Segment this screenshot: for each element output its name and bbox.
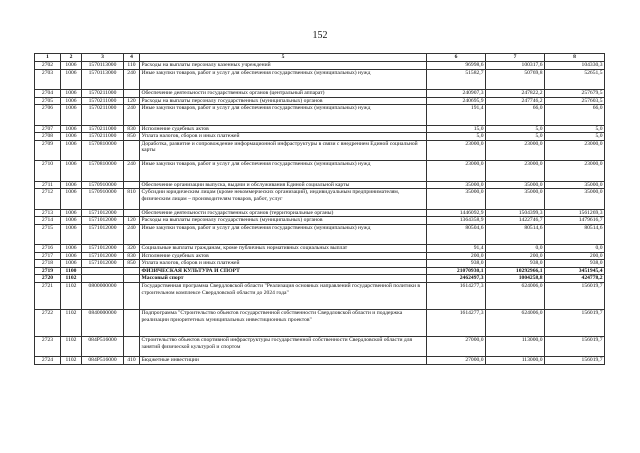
column-header: 7 (486, 54, 545, 62)
expense-type-cell (124, 337, 140, 357)
section-cell: 1006 (61, 189, 82, 209)
amount-year1-cell: 5,0 (427, 133, 486, 141)
target-article-cell: 1571012000 (82, 224, 124, 244)
amount-year2-cell: 23000,0 (486, 140, 545, 160)
description-cell: Бюджетные инвестиции (140, 357, 427, 365)
row-number-cell: 2722 (35, 310, 61, 337)
section-cell: 1006 (61, 245, 82, 253)
expense-type-cell: 240 (124, 224, 140, 244)
row-number-cell: 2714 (35, 217, 61, 225)
description-cell: Уплата налогов, сборов и иных платежей (140, 260, 427, 268)
table-row (35, 209, 605, 217)
row-number-cell: 2720 (35, 275, 61, 283)
table-body (35, 62, 605, 365)
amount-year1-cell: 1614277,3 (427, 283, 486, 310)
table-row (35, 267, 605, 275)
expense-type-cell: 850 (124, 260, 140, 268)
target-article-cell: 0800000000 (82, 283, 124, 310)
amount-year2-cell: 200,0 (486, 252, 545, 260)
row-number-cell: 2709 (35, 140, 61, 160)
amount-year3-cell: 156019,7 (545, 283, 605, 310)
section-cell: 1102 (61, 310, 82, 337)
amount-year1-cell: 200,0 (427, 252, 486, 260)
description-cell: Подпрограмма "Строительство объектов государственной собственности Свердловской области и поддержка реализации приоритетных муниципальных инвестиционных проектов" (140, 310, 427, 337)
table-row (35, 89, 605, 97)
amount-year1-cell: 23000,0 (427, 140, 486, 160)
description-cell: Исполнение судебных актов (140, 252, 427, 260)
section-cell: 1006 (61, 89, 82, 97)
expense-type-cell: 850 (124, 133, 140, 141)
row-number-cell: 2717 (35, 252, 61, 260)
row-number-cell: 2724 (35, 357, 61, 365)
section-cell: 1006 (61, 217, 82, 225)
column-header: 8 (545, 54, 605, 62)
row-number-cell: 2723 (35, 337, 61, 357)
section-cell: 1006 (61, 105, 82, 125)
description-cell: ФИЗИЧЕСКАЯ КУЛЬТУРА И СПОРТ (140, 267, 427, 275)
amount-year3-cell: 1479616,7 (545, 217, 605, 225)
amount-year3-cell: 156019,7 (545, 310, 605, 337)
amount-year3-cell: 200,0 (545, 252, 605, 260)
expense-type-cell (124, 275, 140, 283)
table-row (35, 133, 605, 141)
description-cell: Расходы на выплаты персоналу государственных (муниципальных) органов (140, 97, 427, 105)
description-cell: Расходы на выплаты персоналу казенных учреждений (140, 62, 427, 70)
row-number-cell: 2713 (35, 209, 61, 217)
section-cell: 1102 (61, 337, 82, 357)
target-article-cell: 1570211000 (82, 105, 124, 125)
target-article-cell: 1570211000 (82, 89, 124, 97)
expense-type-cell (124, 267, 140, 275)
table-row (35, 181, 605, 189)
expense-type-cell: 240 (124, 161, 140, 181)
target-article-cell: 1571012000 (82, 217, 124, 225)
row-number-cell: 2721 (35, 283, 61, 310)
amount-year2-cell: 100317,6 (486, 62, 545, 70)
amount-year2-cell: 624006,0 (486, 310, 545, 337)
section-cell: 1102 (61, 357, 82, 365)
target-article-cell: 084Р516000 (82, 357, 124, 365)
row-number-cell: 2708 (35, 133, 61, 141)
description-cell: Субсидии юридическим лицам (кроме некоммерческих организаций), индивидуальным предпринимателям, физическим лицам – производителям товаров, работ, услуг (140, 189, 427, 209)
row-number-cell: 2711 (35, 181, 61, 189)
row-number-cell: 2712 (35, 189, 61, 209)
amount-year2-cell: 10292966,1 (486, 267, 545, 275)
section-cell: 1006 (61, 97, 82, 105)
column-header: 6 (427, 54, 486, 62)
column-header: 4 (124, 54, 140, 62)
row-number-cell: 2719 (35, 267, 61, 275)
table-row (35, 275, 605, 283)
expense-type-cell (124, 140, 140, 160)
budget-table (34, 53, 605, 365)
expense-type-cell: 240 (124, 105, 140, 125)
amount-year3-cell: 424778,2 (545, 275, 605, 283)
section-cell: 1006 (61, 133, 82, 141)
amount-year2-cell: 1004258,8 (486, 275, 545, 283)
amount-year2-cell: 5,0 (486, 133, 545, 141)
amount-year1-cell: 27000,0 (427, 357, 486, 365)
amount-year3-cell: 66,0 (545, 105, 605, 125)
amount-year1-cell: 240907,3 (427, 89, 486, 97)
target-article-cell (82, 267, 124, 275)
table-row (35, 224, 605, 244)
target-article-cell: 1570113000 (82, 69, 124, 89)
row-number-cell: 2710 (35, 161, 61, 181)
target-article-cell (82, 275, 124, 283)
description-cell: Обеспечение организации выпуска, выдачи и обслуживания Единой социальной карты (140, 181, 427, 189)
target-article-cell: 1570910000 (82, 189, 124, 209)
target-article-cell: 1571012000 (82, 209, 124, 217)
section-cell: 1006 (61, 224, 82, 244)
row-number-cell: 2703 (35, 69, 61, 89)
amount-year1-cell: 35000,0 (427, 189, 486, 209)
amount-year3-cell: 23000,0 (545, 161, 605, 181)
column-header: 3 (82, 54, 124, 62)
description-cell: Массовый спорт (140, 275, 427, 283)
description-cell: Уплата налогов, сборов и иных платежей (140, 133, 427, 141)
row-number-cell: 2705 (35, 97, 61, 105)
section-cell: 1006 (61, 161, 82, 181)
table-row (35, 189, 605, 209)
description-cell: Исполнение судебных актов (140, 125, 427, 133)
amount-year3-cell: 938,0 (545, 260, 605, 268)
amount-year3-cell: 35000,0 (545, 189, 605, 209)
section-cell: 1006 (61, 69, 82, 89)
column-header: 2 (61, 54, 82, 62)
expense-type-cell (124, 283, 140, 310)
section-cell: 1100 (61, 267, 82, 275)
expense-type-cell (124, 89, 140, 97)
description-cell: Строительство объектов спортивной инфраструктуры государственной собственности Свердловской области для занятий физической культурой и спортом (140, 337, 427, 357)
amount-year1-cell: 23000,0 (427, 161, 486, 181)
amount-year2-cell: 1504399,3 (486, 209, 545, 217)
expense-type-cell: 240 (124, 69, 140, 89)
table-row (35, 125, 605, 133)
description-cell: Иные закупки товаров, работ и услуг для обеспечения государственных (муниципальных) нужд (140, 69, 427, 89)
amount-year3-cell: 257679,5 (545, 89, 605, 97)
row-number-cell: 2707 (35, 125, 61, 133)
page-number: 152 (312, 30, 328, 41)
row-number-cell: 2706 (35, 105, 61, 125)
target-article-cell: 1571012000 (82, 245, 124, 253)
amount-year3-cell: 1561269,3 (545, 209, 605, 217)
amount-year2-cell: 1422746,7 (486, 217, 545, 225)
amount-year3-cell: 156019,7 (545, 337, 605, 357)
table-header-row (35, 54, 605, 62)
expense-type-cell (124, 310, 140, 337)
table-row (35, 140, 605, 160)
amount-year1-cell: 240695,9 (427, 97, 486, 105)
expense-type-cell: 830 (124, 252, 140, 260)
amount-year1-cell: 51582,7 (427, 69, 486, 89)
amount-year3-cell: 0,0 (545, 245, 605, 253)
amount-year3-cell: 156019,7 (545, 357, 605, 365)
amount-year3-cell: 3451945,4 (545, 267, 605, 275)
target-article-cell: 1570810000 (82, 140, 124, 160)
amount-year1-cell: 1364358,9 (427, 217, 486, 225)
table-row (35, 62, 605, 70)
amount-year1-cell: 2462497,3 (427, 275, 486, 283)
amount-year3-cell: 5,0 (545, 125, 605, 133)
description-cell: Социальные выплаты гражданам, кроме публичных нормативных социальных выплат (140, 245, 427, 253)
amount-year2-cell: 247822,2 (486, 89, 545, 97)
expense-type-cell (124, 181, 140, 189)
section-cell: 1006 (61, 252, 82, 260)
description-cell: Государственная программа Свердловской области "Реализация основных направлений государственной политики в строительном комплексе Свердловской области до 2024 года" (140, 283, 427, 310)
amount-year2-cell: 624006,0 (486, 283, 545, 310)
row-number-cell: 2716 (35, 245, 61, 253)
amount-year3-cell: 52651,5 (545, 69, 605, 89)
amount-year2-cell: 66,0 (486, 105, 545, 125)
description-cell: Доработка, развитие и сопровождение информационной инфраструктуры в связи с внедрением Единой социальной карты (140, 140, 427, 160)
amount-year1-cell: 1614277,3 (427, 310, 486, 337)
row-number-cell: 2704 (35, 89, 61, 97)
section-cell: 1006 (61, 260, 82, 268)
table-row (35, 357, 605, 365)
table-row (35, 245, 605, 253)
row-number-cell: 2718 (35, 260, 61, 268)
target-article-cell: 1570113000 (82, 62, 124, 70)
expense-type-cell: 110 (124, 62, 140, 70)
amount-year2-cell: 247746,2 (486, 97, 545, 105)
section-cell: 1006 (61, 125, 82, 133)
amount-year3-cell: 5,0 (545, 133, 605, 141)
amount-year3-cell: 257603,5 (545, 97, 605, 105)
row-number-cell: 2715 (35, 224, 61, 244)
column-header: 5 (140, 54, 427, 62)
section-cell: 1006 (61, 140, 82, 160)
amount-year3-cell: 35000,0 (545, 181, 605, 189)
amount-year2-cell: 0,0 (486, 245, 545, 253)
target-article-cell: 084Р516000 (82, 337, 124, 357)
table-row (35, 283, 605, 310)
column-header: 1 (35, 54, 61, 62)
amount-year2-cell: 23000,0 (486, 161, 545, 181)
amount-year2-cell: 80514,6 (486, 224, 545, 244)
target-article-cell: 0840000000 (82, 310, 124, 337)
description-cell: Иные закупки товаров, работ и услуг для обеспечения государственных (муниципальных) нужд (140, 224, 427, 244)
amount-year3-cell: 80514,6 (545, 224, 605, 244)
amount-year1-cell: 27000,0 (427, 337, 486, 357)
amount-year1-cell: 1446092,9 (427, 209, 486, 217)
amount-year1-cell: 96998,6 (427, 62, 486, 70)
description-cell: Расходы на выплаты персоналу государственных (муниципальных) органов (140, 217, 427, 225)
description-cell: Обеспечение деятельности государственных органов (центральный аппарат) (140, 89, 427, 97)
description-cell: Иные закупки товаров, работ и услуг для обеспечения государственных (муниципальных) нужд (140, 105, 427, 125)
target-article-cell: 1570211000 (82, 133, 124, 141)
amount-year2-cell: 50769,8 (486, 69, 545, 89)
table-row (35, 252, 605, 260)
table-row (35, 260, 605, 268)
target-article-cell: 1570810000 (82, 161, 124, 181)
amount-year1-cell: 35000,0 (427, 181, 486, 189)
table-row (35, 161, 605, 181)
row-number-cell: 2702 (35, 62, 61, 70)
expense-type-cell: 120 (124, 217, 140, 225)
amount-year1-cell: 91,4 (427, 245, 486, 253)
expense-type-cell: 410 (124, 357, 140, 365)
amount-year2-cell: 5,0 (486, 125, 545, 133)
amount-year2-cell: 113000,0 (486, 337, 545, 357)
amount-year2-cell: 35000,0 (486, 181, 545, 189)
table-row (35, 310, 605, 337)
amount-year2-cell: 35000,0 (486, 189, 545, 209)
table-row (35, 217, 605, 225)
target-article-cell: 1570910000 (82, 181, 124, 189)
expense-type-cell: 120 (124, 97, 140, 105)
expense-type-cell: 830 (124, 125, 140, 133)
amount-year2-cell: 113000,0 (486, 357, 545, 365)
section-cell: 1006 (61, 181, 82, 189)
amount-year1-cell: 15,0 (427, 125, 486, 133)
amount-year1-cell: 21070930,1 (427, 267, 486, 275)
section-cell: 1006 (61, 209, 82, 217)
target-article-cell: 1571012000 (82, 252, 124, 260)
expense-type-cell: 810 (124, 189, 140, 209)
target-article-cell: 1570211000 (82, 125, 124, 133)
expense-type-cell (124, 209, 140, 217)
amount-year3-cell: 23000,0 (545, 140, 605, 160)
target-article-cell: 1570211000 (82, 97, 124, 105)
table-row (35, 337, 605, 357)
table-row (35, 69, 605, 89)
amount-year1-cell: 80504,6 (427, 224, 486, 244)
amount-year1-cell: 191,4 (427, 105, 486, 125)
table-row (35, 105, 605, 125)
section-cell: 1006 (61, 62, 82, 70)
section-cell: 1102 (61, 283, 82, 310)
expense-type-cell: 320 (124, 245, 140, 253)
section-cell: 1102 (61, 275, 82, 283)
table-row (35, 97, 605, 105)
amount-year1-cell: 938,0 (427, 260, 486, 268)
amount-year3-cell: 104330,3 (545, 62, 605, 70)
description-cell: Иные закупки товаров, работ и услуг для обеспечения государственных (муниципальных) нужд (140, 161, 427, 181)
amount-year2-cell: 938,0 (486, 260, 545, 268)
target-article-cell: 1571012000 (82, 260, 124, 268)
description-cell: Обеспечение деятельности государственных органов (территориальные органы) (140, 209, 427, 217)
